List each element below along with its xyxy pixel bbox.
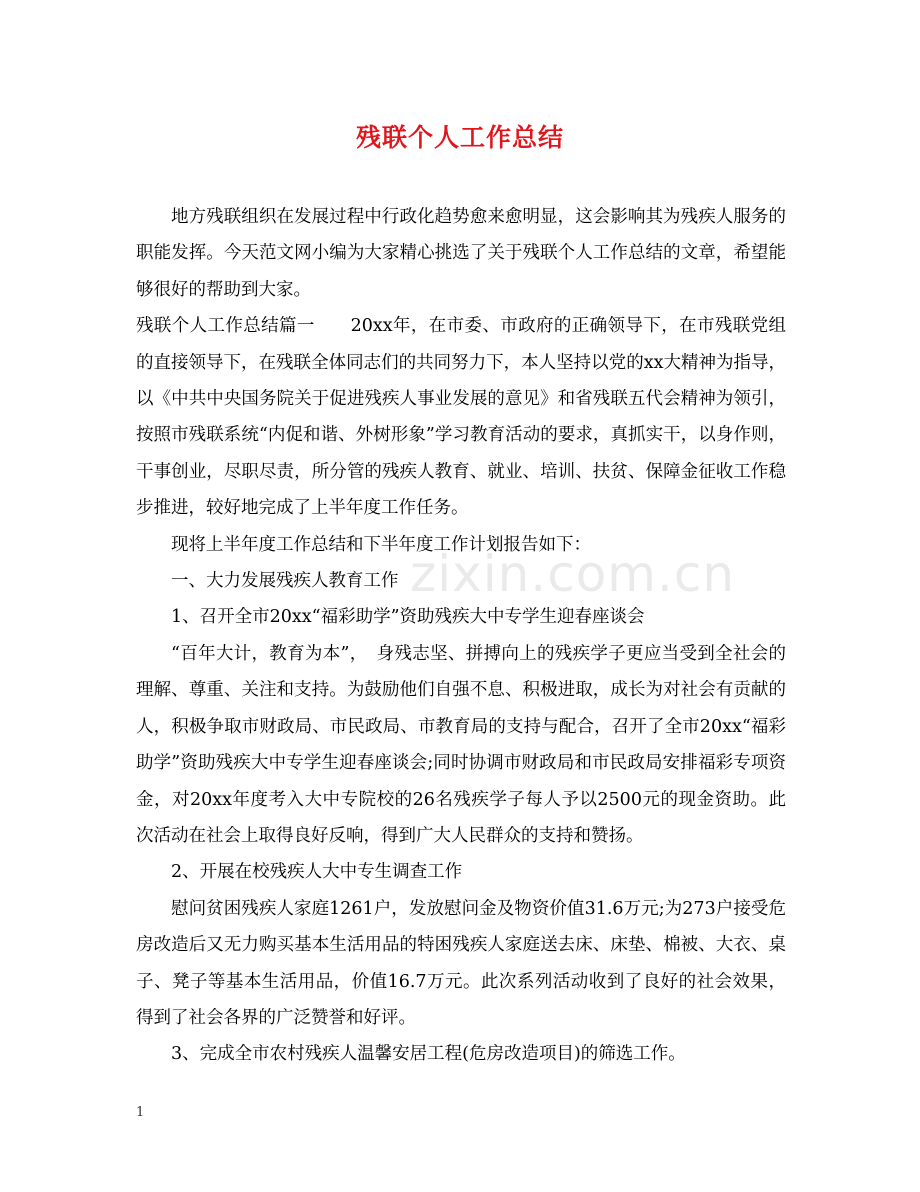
watermark: zixin.com.cn (410, 545, 736, 603)
paragraph-item-2: 慰问贫困残疾人家庭1261户，发放慰问金及物资价值31.6万元;为273户接受危房改造后又无力购买基本生活用品的特困残疾人家庭送去床、床垫、棉被、大衣、桌子、凳子等基本生活用品，价值16.7万元。此次系列活动收到了良好的社会效果，得到了社会各界的广泛赞誉和好评。 (136, 898, 786, 1028)
paragraph-item-1: “百年大计，教育为本”， 身残志坚、拼搏向上的残疾学子更应当受到全社会的理解、尊重、关注和支持。为鼓励他们自强不息、积极进取，成长为对社会有贡献的人，积极争取市财政局、市民政局、市教育局的支持与配合，召开了全市20xx“福彩助学”资助残疾大中专学生迎春座谈会;同时协调市财政局和市民政局安排福彩专项资金，对20xx年度考入大中专院校的26名残疾学子每人予以2500元的现金资助。此次活动在社会上取得良好反响，得到广大人民群众的支持和赞扬。 (136, 643, 786, 846)
page-number: 1 (136, 1105, 145, 1120)
heading-item-1: 1、召开全市20xx“福彩助学”资助残疾大中专学生迎春座谈会 (171, 607, 645, 628)
heading-item-3: 3、完成全市农村残疾人温馨安居工程(危房改造项目)的筛选工作。 (171, 1044, 686, 1065)
paragraph-report-intro: 现将上半年度工作总结和下半年度工作计划报告如下： (171, 534, 591, 555)
paragraph-intro: 地方残联组织在发展过程中行政化趋势愈来愈明显，这会影响其为残疾人服务的职能发挥。今天范文网小编为大家精心挑选了关于残联个人工作总结的文章，希望能够很好的帮助到大家。 (136, 207, 786, 300)
document-title: 残联个人工作总结 (355, 123, 564, 152)
paragraph-section-one: 残联个人工作总结篇一 20xx年，在市委、市政府的正确领导下，在市残联党组的直接领导下，在残联全体同志们的共同努力下，本人坚持以党的xx大精神为指导，以《中共中央国务院关于促进残疾人事业发展的意见》和省残联五代会精神为领引，按照市残联系统“内促和谐、外树形象”学习教育活动的要求，真抓实干，以身作则，干事创业，尽职尽责，所分管的残疾人教育、就业、培训、扶贫、保障金征收工作稳步推进，较好地完成了上半年度工作任务。 (136, 316, 786, 519)
document-body (136, 199, 786, 1073)
heading-item-2: 2、开展在校残疾人大中专生调查工作 (171, 862, 463, 883)
heading-education: 一、大力发展残疾人教育工作 (171, 571, 399, 592)
